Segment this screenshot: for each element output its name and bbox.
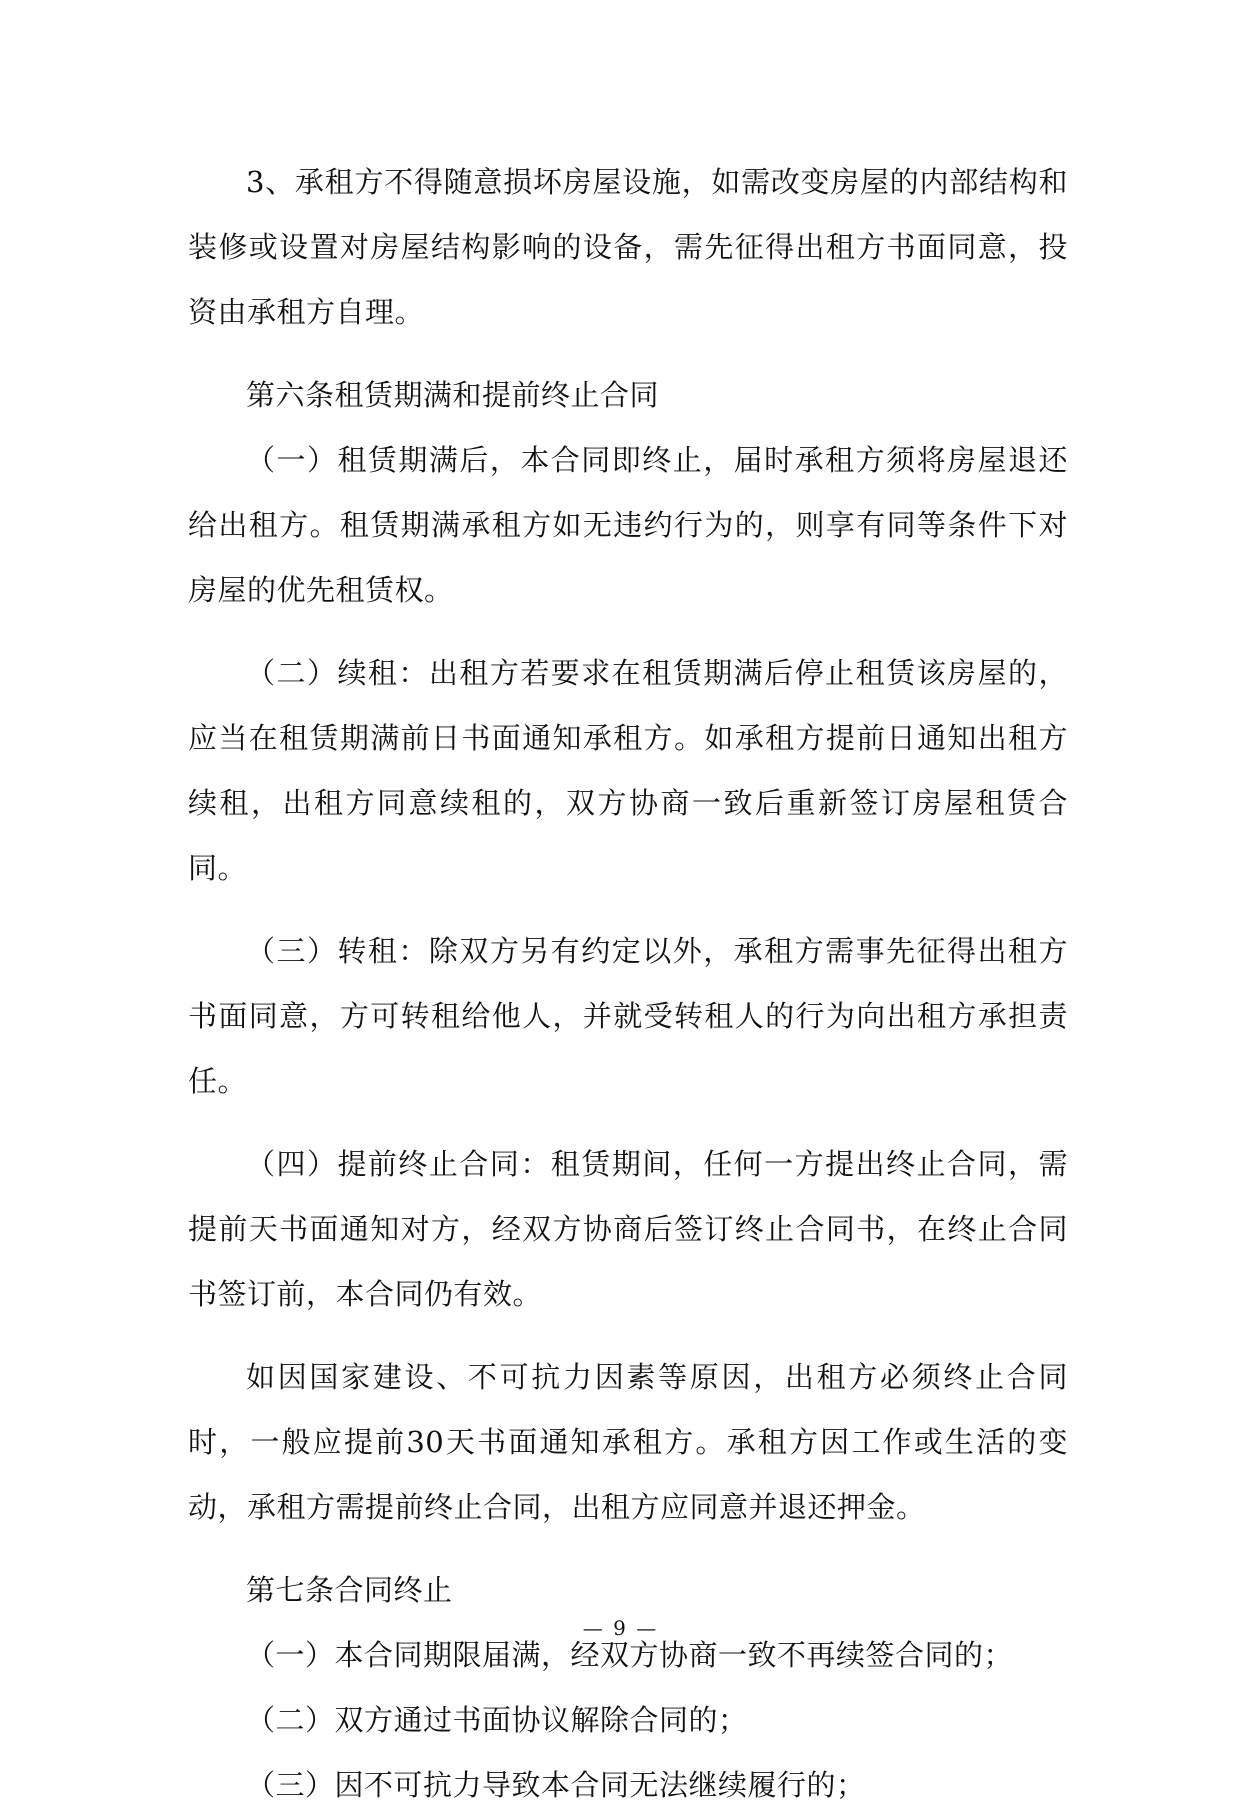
list-item-termination-1: （一）本合同期限届满，经双方协商一致不再续签合同的； [246, 1638, 1014, 1672]
paragraph-lease-expiry: （一）租赁期满后，本合同即终止，届时承租方须将房屋退还给出租方。租赁期满承租方如无违约行为的，则享有同等条件下对房屋的优先租赁权。 [188, 443, 1068, 607]
heading-article-6: 第六条租赁期满和提前终止合同 [246, 378, 660, 412]
paragraph-sublease: （三）转租：除双方另有约定以外，承租方需事先征得出租方书面同意，方可转租给他人，并就受转租人的行为向出租方承担责任。 [188, 934, 1068, 1098]
paragraph-force-majeure: 如因国家建设、不可抗力因素等原因，出租方必须终止合同时，一般应提前30天书面通知承租方。承租方因工作或生活的变动，承租方需提前终止合同，出租方应同意并退还押金。 [188, 1360, 1068, 1524]
paragraph-renewal: （二）续租：出租方若要求在租赁期满后停止租赁该房屋的，应当在租赁期满前日书面通知承租方。如承租方提前日通知出租方续租，出租方同意续租的，双方协商一致后重新签订房屋租赁合同。 [188, 656, 1068, 885]
list-item-termination-3: （三）因不可抗力导致本合同无法继续履行的； [246, 1768, 866, 1802]
heading-article-7: 第七条合同终止 [246, 1573, 453, 1607]
list-item-termination-2: （二）双方通过书面协议解除合同的； [246, 1703, 748, 1737]
page-number: — 9 — [582, 1616, 659, 1640]
paragraph-early-termination: （四）提前终止合同：租赁期间，任何一方提出终止合同，需提前天书面通知对方，经双方协商后签订终止合同书，在终止合同书签订前，本合同仍有效。 [188, 1147, 1068, 1311]
document-body [188, 150, 1068, 1818]
paragraph-clause-3: 3、承租方不得随意损坏房屋设施，如需改变房屋的内部结构和装修或设置对房屋结构影响的设备，需先征得出租方书面同意，投资由承租方自理。 [188, 165, 1068, 329]
